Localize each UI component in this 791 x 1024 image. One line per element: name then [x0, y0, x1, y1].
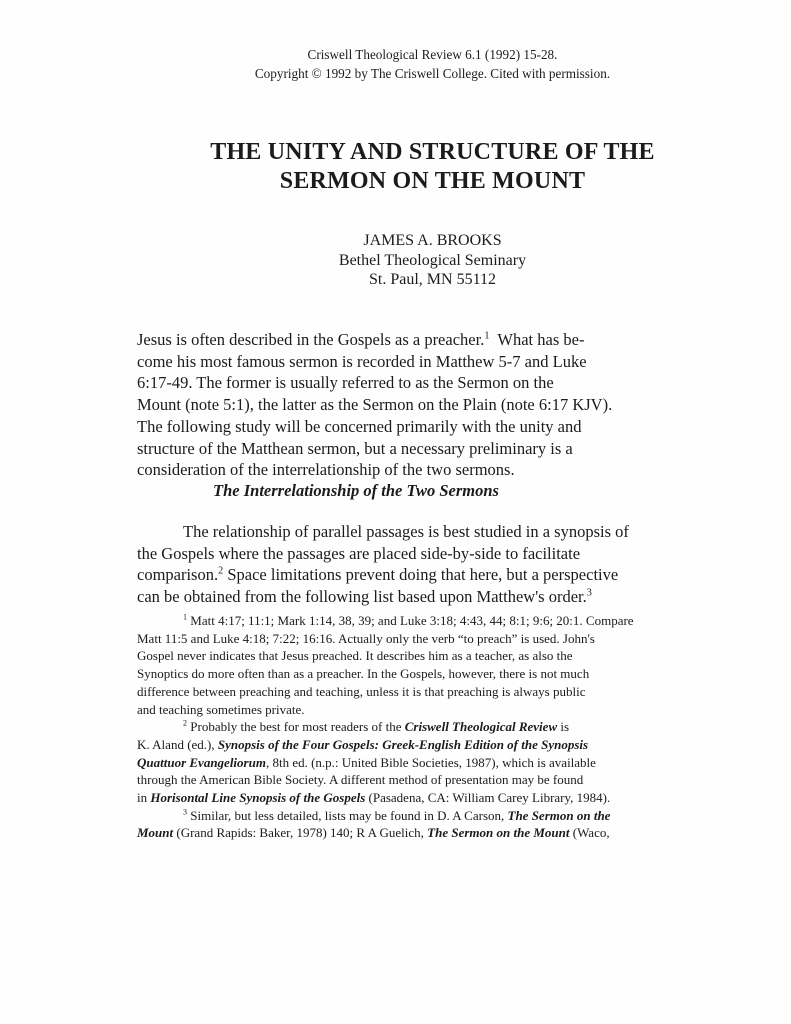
copyright-notice: Copyright © 1992 by The Criswell College. Cited with permission. — [254, 66, 611, 81]
journal-header — [37, 45, 791, 83]
author-location: St. Paul, MN 55112 — [369, 271, 496, 289]
article-title-line2: SERMON ON THE MOUNT — [279, 168, 586, 194]
body-paragraph-2: The relationship of parallel passages is best studied in a synopsis of the Gospels where the passages are placed side-by-side to facilitate comparison.$^2$ Space limitations prevent doing that here, but a perspective can be obtained from the following list based upon Matthew's order.$^3$ — [137, 522, 629, 607]
footnotes-section — [137, 612, 693, 842]
footnote-1: $^1$ Matt 4:17; 11:1; Mark 1:14, 38, 39; and Luke 3:18; 4:43, 44; 8:1; 9:6; 20:1. Compare Matt 11:5 and Luke 4:18; 7:22; 16:16. Actually only the verb “to preach” is used. John's Gospel never indicates that Jesus preached. It describes him as a teacher, as also the Synoptics do more often than as a preacher. In the Gospels, however, there is not much difference between preaching and teaching, unless it is that preaching is always public and teaching sometimes private. — [137, 612, 634, 717]
article-title — [37, 138, 791, 196]
article-title-line1: THE UNITY AND STRUCTURE OF THE — [210, 139, 655, 165]
section-heading: The Interrelationship of the Two Sermons — [213, 481, 499, 500]
author-affiliation: Bethel Theological Seminary — [338, 251, 527, 269]
author-name: JAMES A. BROOKS — [363, 232, 502, 249]
footnote-2: $^2$ Probably the best for most readers of the Criswell Theological Review is K. Aland (ed.), Synopsis of the Four Gospels: Greek-English Edition of the Synopsis Quattuor Evangeliorum, 8th ed. (n.p.: United Bible Societies, 1987), which is available through the American Bible Society. A different method of presentation may be found in Horisontal Line Synopsis of the Gospels (Pasadena, CA: William Carey Library, 1984). — [137, 718, 611, 806]
author-block — [37, 231, 791, 290]
footnote-3: $^3$ Similar, but less detailed, lists may be found in D. A Carson, The Sermon on the Mount (Grand Rapids: Baker, 1978) 140; R A Guelich, The Sermon on the Mount (Waco, — [137, 807, 611, 841]
body-paragraph-1: Jesus is often described in the Gospels as a preacher.$^1$ What has be- come his most famous sermon is recorded in Matthew 5-7 and Luke 6:17-49. The former is usually referred to as the Sermon on the Mount (note 5:1), the latter as the Sermon on the Plain (note 6:17 KJV). The following study will be concerned primarily with the unity and structure of the Matthean sermon, but a necessary preliminary is a consideration of the interrelationship of the two sermons. — [137, 330, 613, 480]
journal-citation: Criswell Theological Review 6.1 (1992) 15-28. — [307, 47, 558, 62]
